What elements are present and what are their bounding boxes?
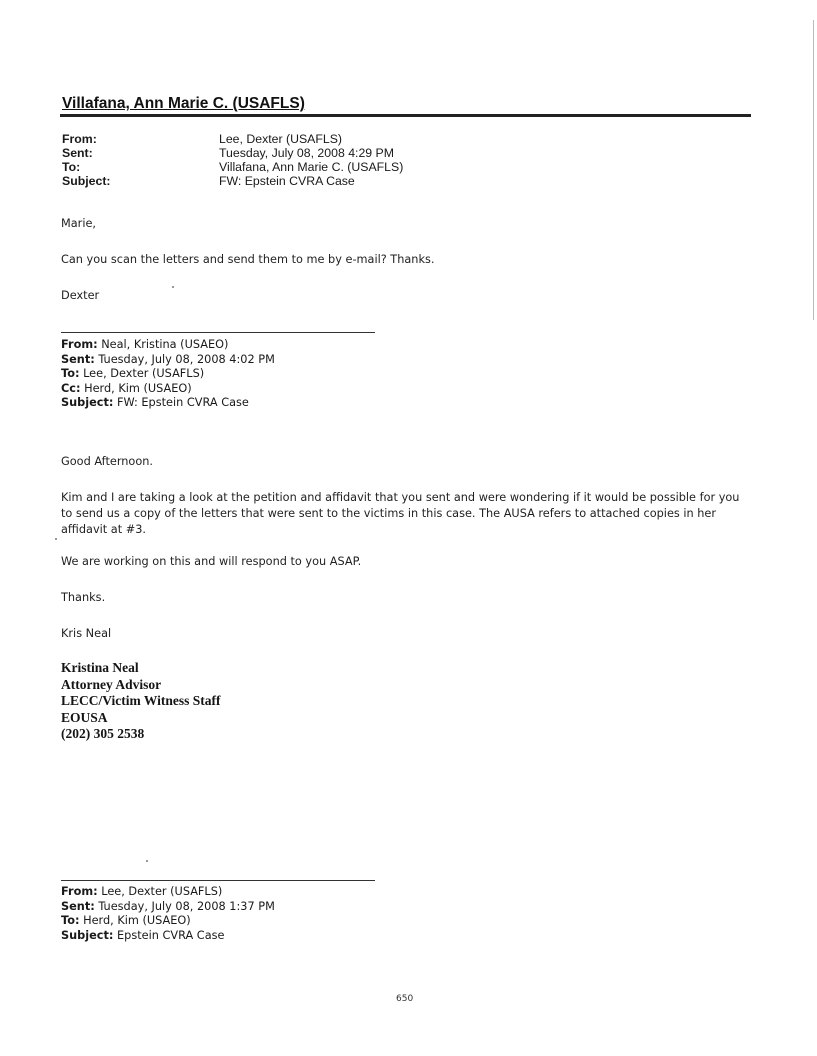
- greeting: Good Afternoon.: [61, 455, 154, 468]
- fw-label: To:: [61, 914, 80, 927]
- fw-sent: [61, 353, 275, 368]
- signature-office: LECC/Victim Witness Staff: [61, 693, 221, 708]
- body-paragraph: We are working on this and will respond to you ASAP.: [61, 555, 362, 568]
- fw-label: Sent:: [61, 352, 95, 366]
- sender-signoff: Dexter: [61, 289, 100, 302]
- body-paragraph: Kim and I are taking a look at the petition and affidavit that you sent and were wondering if it would be possible for you to send us a copy of the letters that were sent to the victims in this case. The AUSA refers to attached copies in her affidavit at #3.: [61, 491, 740, 536]
- forwarded-header: [61, 338, 275, 411]
- fw-subject: [61, 929, 275, 944]
- forwarded-header: [61, 885, 275, 943]
- fw-value: Neal, Kristina (USAEO): [101, 338, 229, 351]
- fw-value: Herd, Kim (USAEO): [83, 914, 191, 927]
- forward-divider: [61, 880, 375, 881]
- fw-to: [61, 914, 275, 929]
- fw-label: Sent:: [61, 899, 95, 913]
- fw-value: Herd, Kim (USAEO): [84, 381, 192, 395]
- scan-speck: [146, 860, 148, 862]
- scan-speck: [55, 538, 57, 540]
- header-label: From:: [62, 132, 97, 146]
- fw-value: FW: Epstein CVRA Case: [117, 396, 249, 409]
- signature-block: [61, 660, 221, 743]
- header-label: To:: [62, 160, 81, 174]
- body-paragraph: Can you scan the letters and send them to me by e-mail? Thanks.: [61, 253, 435, 266]
- fw-cc: [61, 382, 275, 397]
- fw-value: Tuesday, July 08, 2008 4:02 PM: [98, 352, 275, 366]
- fw-from: [61, 885, 275, 900]
- header-value: FW: Epstein CVRA Case: [219, 174, 355, 188]
- fw-to: [61, 367, 275, 382]
- fw-label: From:: [61, 338, 98, 351]
- header-value: Lee, Dexter (USAFLS): [219, 132, 343, 146]
- header-label: Subject:: [62, 174, 111, 188]
- scan-edge: [813, 20, 814, 320]
- fw-value: Lee, Dexter (USAFLS): [101, 885, 223, 898]
- signature-agency: EOUSA: [61, 709, 108, 725]
- fw-label: From:: [61, 885, 98, 898]
- fw-value: Lee, Dexter (USAFLS): [83, 367, 205, 380]
- header-value: Villafana, Ann Marie C. (USAFLS): [219, 160, 404, 174]
- fw-value: Tuesday, July 08, 2008 1:37 PM: [98, 899, 275, 913]
- fw-value: Epstein CVRA Case: [117, 928, 225, 942]
- fw-sent: [61, 900, 275, 915]
- header-label: Sent:: [62, 146, 93, 160]
- mailbox-owner-title: Villafana, Ann Marie C. (USAFLS): [62, 95, 305, 112]
- fw-label: Subject:: [61, 928, 114, 942]
- greeting: Marie,: [61, 217, 96, 230]
- signature-name: Kristina Neal: [61, 660, 139, 675]
- fw-from: [61, 338, 275, 353]
- fw-label: Cc:: [61, 381, 81, 395]
- sender-signoff: Kris Neal: [61, 627, 112, 640]
- fw-subject: [61, 396, 275, 411]
- header-value: Tuesday, July 08, 2008 4:29 PM: [219, 146, 394, 160]
- signature-phone: (202) 305 2538: [61, 726, 145, 741]
- page-number: 650: [396, 994, 414, 1004]
- signature-title: Attorney Advisor: [61, 676, 162, 692]
- closing: Thanks.: [61, 591, 106, 604]
- fw-label: To:: [61, 367, 80, 380]
- fw-label: Subject:: [61, 396, 114, 409]
- forward-divider: [61, 332, 375, 333]
- scan-speck: [172, 286, 174, 288]
- title-divider: [60, 114, 751, 117]
